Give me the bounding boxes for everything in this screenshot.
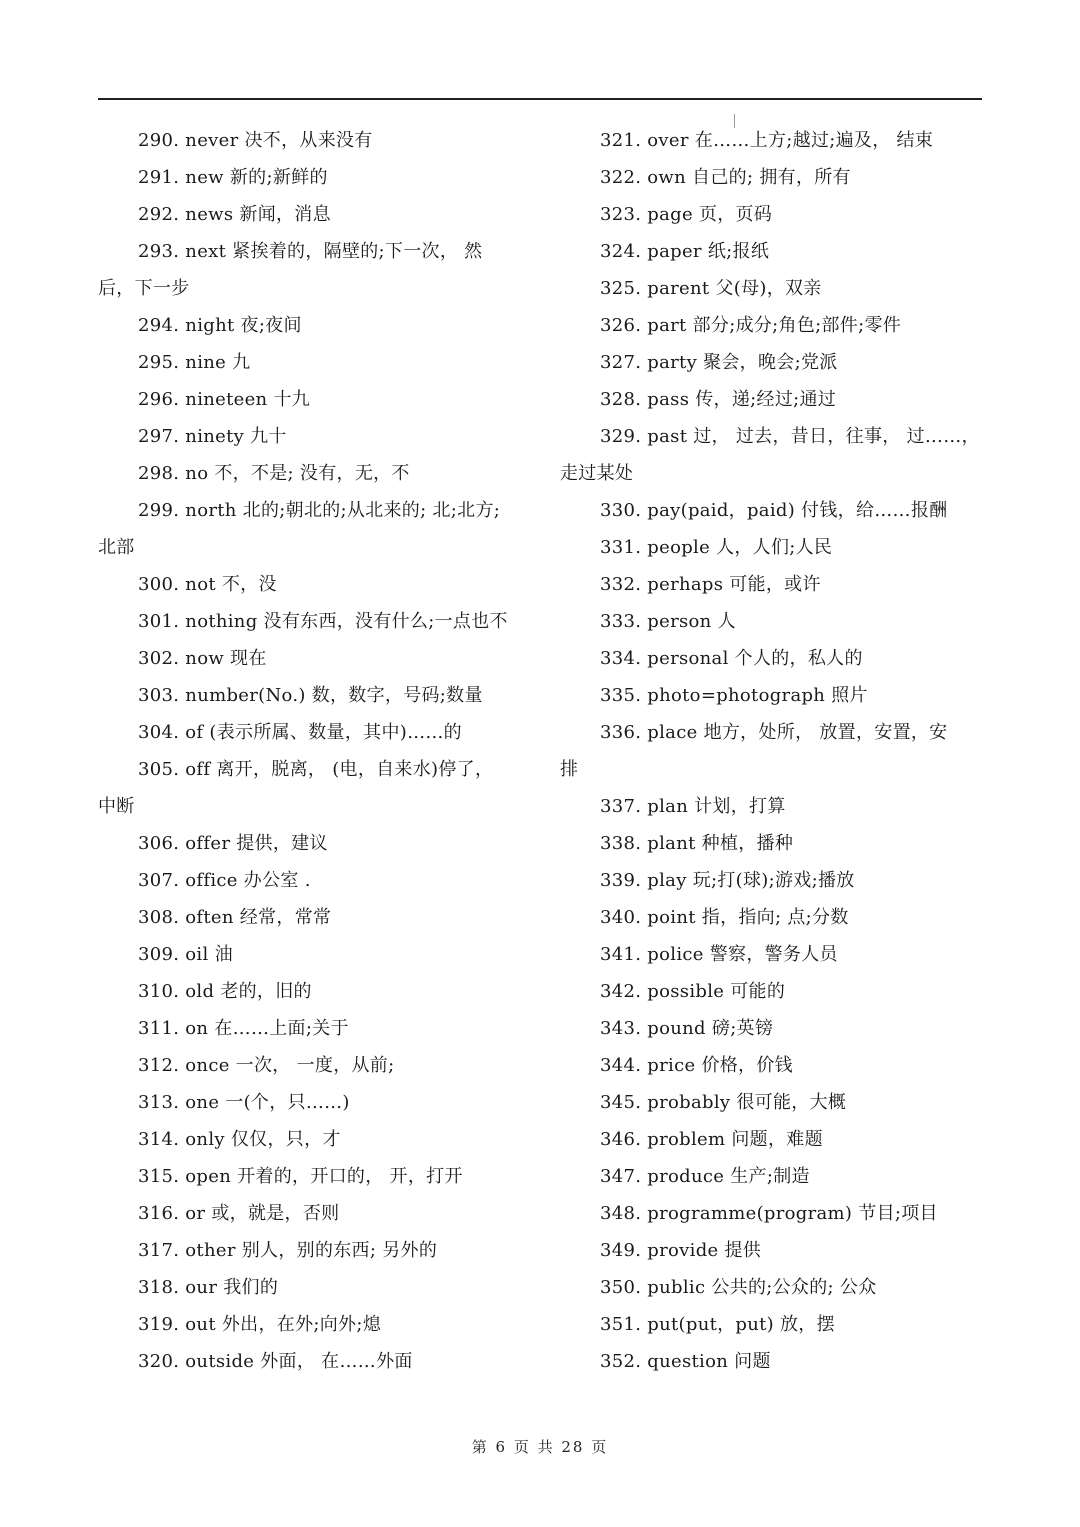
vocab-entry: 336. place 地方，处所， 放置，安置，安 <box>600 722 948 743</box>
vocab-entry: 344. price 价格，价钱 <box>600 1055 793 1076</box>
vocab-entry: 293. next 紧挨着的，隔壁的;下一次， 然 <box>138 241 483 262</box>
header-rule <box>98 98 982 100</box>
vocab-entry: 334. personal 个人的，私人的 <box>600 648 863 669</box>
vocab-entry: 300. not 不，没 <box>138 574 277 595</box>
vocab-entry-continuation: 北部 <box>98 537 135 558</box>
vocab-entry: 310. old 老的，旧的 <box>138 981 312 1002</box>
vocab-entry: 340. point 指，指向; 点;分数 <box>600 907 849 928</box>
right-column <box>560 122 984 1380</box>
vocab-entry: 294. night 夜;夜间 <box>138 315 302 336</box>
vocab-entry: 342. possible 可能的 <box>600 981 786 1002</box>
vocab-entry: 331. people 人，人们;人民 <box>600 537 833 558</box>
vocab-entry: 325. parent 父(母)，双亲 <box>600 278 822 299</box>
vocab-entry-continuation: 走过某处 <box>560 463 634 484</box>
vocab-entry: 330. pay(paid，paid) 付钱，给……报酬 <box>600 500 948 521</box>
vocab-entry: 301. nothing 没有东西，没有什么;一点也不 <box>138 611 508 632</box>
vocab-entry: 313. one 一(个，只……) <box>138 1092 350 1113</box>
vocab-entry: 349. provide 提供 <box>600 1240 762 1261</box>
vocab-entry: 321. over 在……上方;越过;遍及， 结束 <box>600 130 934 151</box>
vocab-entry: 319. out 外出，在外;向外;熄 <box>138 1314 382 1335</box>
vocab-entry: 324. paper 纸;报纸 <box>600 241 770 262</box>
vocab-entry: 350. public 公共的;公众的; 公众 <box>600 1277 877 1298</box>
vocab-entry: 335. photo=photograph 照片 <box>600 685 868 706</box>
vocab-entry: 295. nine 九 <box>138 352 251 373</box>
vocab-entry: 316. or 或，就是，否则 <box>138 1203 340 1224</box>
vocab-entry: 348. programme(program) 节目;项目 <box>600 1203 938 1224</box>
vocab-entry: 305. off 离开，脱离， (电，自来水)停了， <box>138 759 494 780</box>
vocab-entry: 327. party 聚会，晚会;党派 <box>600 352 838 373</box>
vocab-entry: 308. often 经常，常常 <box>138 907 332 928</box>
vocab-entry: 351. put(put，put) 放，摆 <box>600 1314 835 1335</box>
page-footer: 第 6 页 共 28 页 <box>471 1438 609 1456</box>
vocab-entry: 317. other 别人，别的东西; 另外的 <box>138 1240 438 1261</box>
vocab-entry: 320. outside 外面， 在……外面 <box>138 1351 413 1372</box>
vocab-entry: 341. police 警察，警务人员 <box>600 944 838 965</box>
vocab-entry: 290. never 决不，从来没有 <box>138 130 373 151</box>
vocab-entry: 322. own 自己的; 拥有，所有 <box>600 167 851 188</box>
vocab-entry-continuation: 后，下一步 <box>98 278 190 299</box>
vocab-entry: 306. offer 提供，建议 <box>138 833 328 854</box>
vocab-entry: 347. produce 生产;制造 <box>600 1166 810 1187</box>
vocab-entry: 318. our 我们的 <box>138 1277 279 1298</box>
vocab-entry: 307. office 办公室 . <box>138 870 311 891</box>
vocab-entry: 297. ninety 九十 <box>138 426 287 447</box>
vocab-entry: 323. page 页，页码 <box>600 204 773 225</box>
vocab-entry: 292. news 新闻，消息 <box>138 204 331 225</box>
vocab-entry: 304. of (表示所属、数量，其中)……的 <box>138 722 462 743</box>
vocab-entry: 303. number(No.) 数，数字，号码;数量 <box>138 685 483 706</box>
vocab-entry: 333. person 人 <box>600 611 736 632</box>
vocab-entry: 296. nineteen 十九 <box>138 389 311 410</box>
vocab-entry: 345. probably 很可能，大概 <box>600 1092 847 1113</box>
vocab-entry: 338. plant 种植，播种 <box>600 833 794 854</box>
vocab-entry: 346. problem 问题，难题 <box>600 1129 823 1150</box>
vocab-entry: 299. north 北的;朝北的;从北来的; 北;北方; <box>138 500 501 521</box>
vocab-entry: 332. perhaps 可能，或许 <box>600 574 821 595</box>
vocab-entry-continuation: 中断 <box>98 796 135 817</box>
left-column <box>98 122 530 1380</box>
vocab-entry: 291. new 新的;新鲜的 <box>138 167 328 188</box>
vocab-entry: 337. plan 计划，打算 <box>600 796 786 817</box>
vocab-entry: 326. part 部分;成分;角色;部件;零件 <box>600 315 902 336</box>
vocab-entry: 352. question 问题 <box>600 1351 771 1372</box>
vocab-entry: 311. on 在……上面;关于 <box>138 1018 349 1039</box>
vocab-entry: 298. no 不，不是; 没有，无，不 <box>138 463 410 484</box>
vocab-entry: 315. open 开着的，开口的， 开，打开 <box>138 1166 463 1187</box>
vocab-entry: 312. once 一次， 一度，从前; <box>138 1055 395 1076</box>
vocab-entry: 302. now 现在 <box>138 648 267 669</box>
vocab-entry: 329. past 过， 过去，昔日，往事， 过……， <box>600 426 980 447</box>
vocab-entry-continuation: 排 <box>560 759 579 780</box>
vocab-entry: 328. pass 传，递;经过;通过 <box>600 389 837 410</box>
vocab-entry: 314. only 仅仅，只，才 <box>138 1129 341 1150</box>
vocab-entry: 343. pound 磅;英镑 <box>600 1018 774 1039</box>
vocab-entry: 339. play 玩;打(球);游戏;播放 <box>600 870 855 891</box>
vocab-entry: 309. oil 油 <box>138 944 233 965</box>
